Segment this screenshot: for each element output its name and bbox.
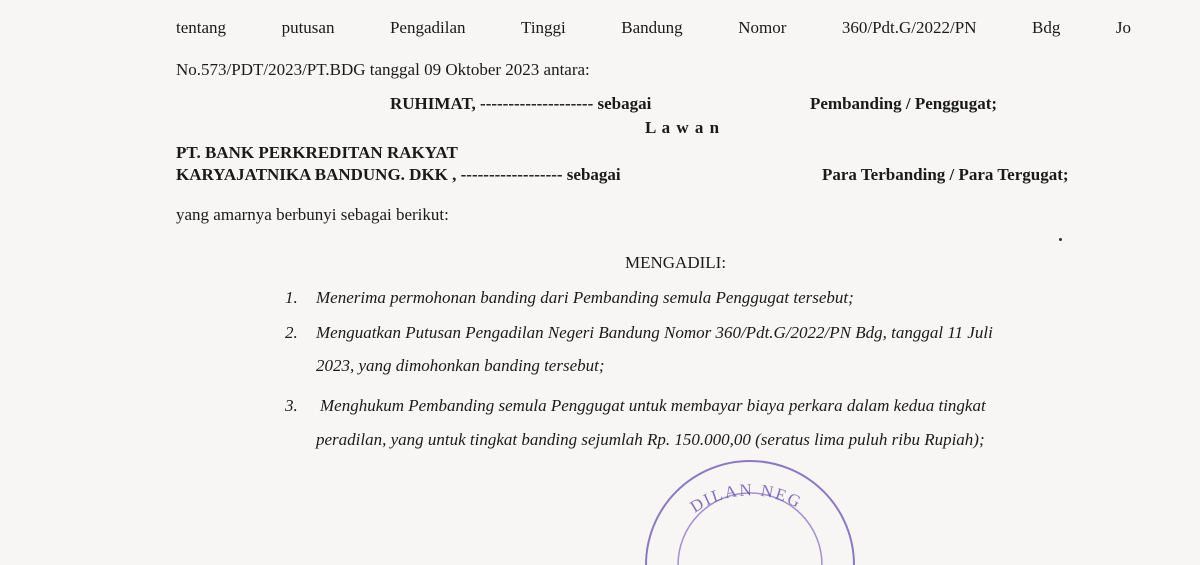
intro-line-1 <box>176 18 1131 38</box>
intro-word: Jo <box>1115 18 1131 37</box>
intro-word: Nomor <box>738 18 787 37</box>
mengadili-heading: MENGADILI: <box>625 253 727 272</box>
intro-word: Bdg <box>1032 18 1061 37</box>
party2-name-line2: KARYAJATNIKA BANDUNG. DKK , ------------------ sebagai <box>176 165 621 184</box>
intro-word: Bandung <box>621 18 683 37</box>
party2-role: Para Terbanding / Para Tergugat; <box>822 165 1069 184</box>
intro-word: 360/Pdt.G/2022/PN <box>841 18 977 37</box>
item-text: Menerima permohonan banding dari Pembanding semula Penggugat tersebut; <box>316 288 854 307</box>
svg-text:DILAN NEG <box>687 480 806 516</box>
item-number: 1. <box>285 288 298 307</box>
item-text-cont: 2023, yang dimohonkan banding tersebut; <box>316 356 605 375</box>
item-number: 3. <box>285 396 298 415</box>
bleed-through-text <box>880 60 884 76</box>
amar-intro: yang amarnya berbunyi sebagai berikut: <box>176 205 449 224</box>
versus-label: L a w a n <box>645 118 721 137</box>
speck <box>1059 238 1062 241</box>
court-stamp <box>640 455 860 565</box>
item-number: 2. <box>285 323 298 342</box>
party2-name-line1: PT. BANK PERKREDITAN RAKYAT <box>176 143 458 162</box>
item-text-cont: peradilan, yang untuk tingkat banding sejumlah Rp. 150.000,00 (seratus lima puluh ribu Rupiah); <box>316 430 985 449</box>
item-text: Menghukum Pembanding semula Penggugat untuk membayar biaya perkara dalam kedua tingkat <box>320 396 986 415</box>
intro-word: Pengadilan <box>389 18 466 37</box>
intro-word: putusan <box>281 18 335 37</box>
party1-name: RUHIMAT, -------------------- sebagai <box>390 94 652 113</box>
intro-word: Tinggi <box>521 18 566 37</box>
item-text: Menguatkan Putusan Pengadilan Negeri Bandung Nomor 360/Pdt.G/2022/PN Bdg, tanggal 11 Juli <box>316 323 993 342</box>
party1-role: Pembanding / Penggugat; <box>810 94 998 113</box>
intro-word: tentang <box>176 18 227 37</box>
stamp-text: DILAN NEG <box>686 480 806 517</box>
intro-line-2: No.573/PDT/2023/PT.BDG tanggal 09 Oktober 2023 antara: <box>176 60 590 79</box>
